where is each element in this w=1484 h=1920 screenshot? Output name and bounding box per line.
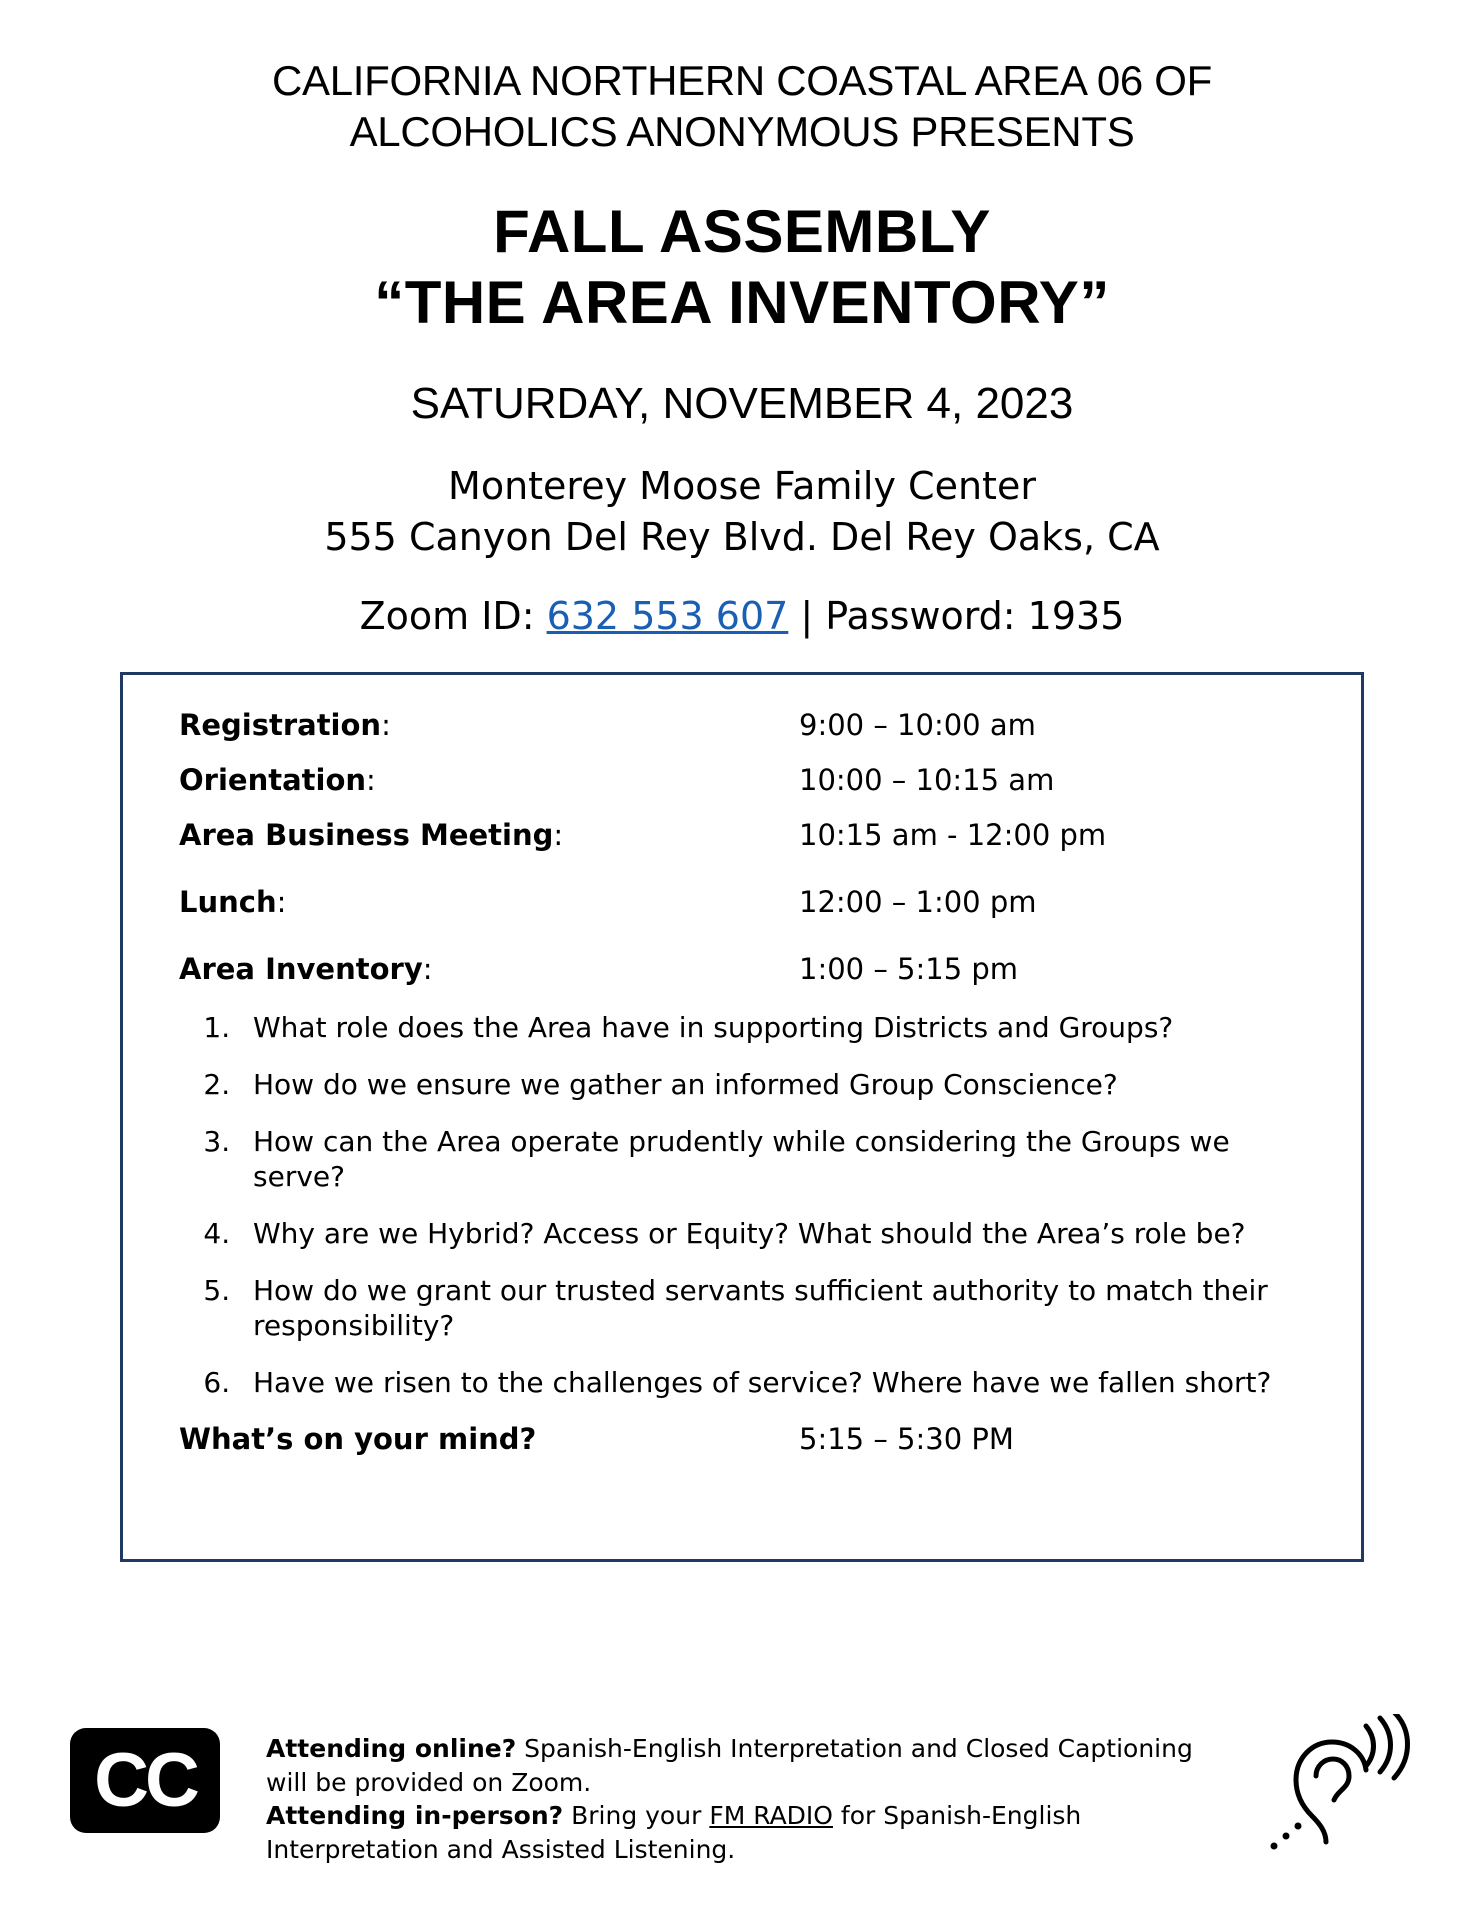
accessibility-footer — [0, 1710, 1484, 1920]
venue-block — [120, 461, 1364, 564]
schedule-time: 10:00 – 10:15 am — [799, 762, 1055, 797]
inventory-questions-list — [179, 1010, 1305, 1400]
schedule-time: 5:15 – 5:30 PM — [799, 1421, 1014, 1456]
schedule-row-area-business-meeting — [179, 817, 1305, 852]
zoom-id-link[interactable]: 632 553 607 — [546, 593, 789, 638]
zoom-id-label: Zoom ID: — [359, 593, 547, 638]
online-note — [266, 1732, 1234, 1799]
schedule-label: Orientation: — [179, 762, 376, 797]
schedule-time: 10:15 am - 12:00 pm — [799, 817, 1107, 852]
closed-caption-icon: CC — [70, 1728, 220, 1833]
presenting-organization — [120, 55, 1364, 157]
schedule-time: 9:00 – 10:00 am — [799, 707, 1036, 742]
event-title-line-2: “THE AREA INVENTORY” — [374, 269, 1110, 337]
online-note-bold: Attending online? — [266, 1734, 517, 1763]
schedule-row-registration — [179, 707, 1305, 742]
schedule-label: Lunch: — [179, 884, 287, 919]
event-date: SATURDAY, NOVEMBER 4, 2023 — [410, 379, 1074, 429]
assisted-listening-icon — [1254, 1714, 1414, 1868]
schedule-label: What’s on your mind? — [179, 1421, 537, 1456]
zoom-password-label: | Password: — [788, 593, 1028, 638]
venue-address: 555 Canyon Del Rey Blvd. Del Rey Oaks, CA — [324, 515, 1160, 560]
schedule-label: Area Inventory: — [179, 951, 433, 986]
schedule-row-whats-on-your-mind — [179, 1422, 1305, 1456]
list-item: 6. Have we risen to the challenges of service? Where have we fallen short? — [239, 1365, 1305, 1400]
presents-line-2: ALCOHOLICS ANONYMOUS PRESENTS — [349, 108, 1135, 156]
agenda-box — [120, 672, 1364, 1562]
list-item: 3. How can the Area operate prudently while considering the Groups we serve? — [239, 1124, 1305, 1194]
schedule-label: Area Business Meeting: — [179, 817, 564, 852]
list-item: 4. Why are we Hybrid? Access or Equity? What should the Area’s role be? — [239, 1216, 1305, 1251]
online-note-text: Spanish-English Interpretation and Closed Captioning will be provided on Zoom. — [266, 1734, 1193, 1797]
inperson-note — [266, 1799, 1234, 1866]
event-title-line-1: FALL ASSEMBLY — [493, 198, 991, 266]
accessibility-note — [220, 1710, 1254, 1866]
inperson-note-pre: Bring your — [563, 1801, 710, 1830]
schedule-time: 12:00 – 1:00 pm — [799, 884, 1037, 919]
inperson-note-bold: Attending in-person? — [266, 1801, 564, 1830]
schedule-row-area-inventory — [179, 951, 1305, 986]
schedule-label: Registration: — [179, 707, 391, 742]
presents-line-1: CALIFORNIA NORTHERN COASTAL AREA 06 OF — [271, 57, 1213, 104]
schedule-row-orientation — [179, 762, 1305, 797]
zoom-info — [120, 594, 1364, 638]
list-item: 5. How do we grant our trusted servants sufficient authority to match their responsibility? — [239, 1273, 1305, 1343]
schedule-time: 1:00 – 5:15 pm — [799, 951, 1019, 986]
schedule-row-lunch — [179, 884, 1305, 919]
fm-radio-emphasis: FM RADIO — [709, 1801, 833, 1830]
list-item: 2. How do we ensure we gather an informed Group Conscience? — [239, 1067, 1305, 1102]
venue-name: Monterey Moose Family Center — [448, 464, 1036, 509]
inperson-note-post: for Spanish-English Interpretation and Assisted Listening. — [266, 1801, 1082, 1864]
event-title — [120, 197, 1364, 339]
list-item: 1. What role does the Area have in supporting Districts and Groups? — [239, 1010, 1305, 1045]
zoom-password-value: 1935 — [1027, 593, 1125, 638]
